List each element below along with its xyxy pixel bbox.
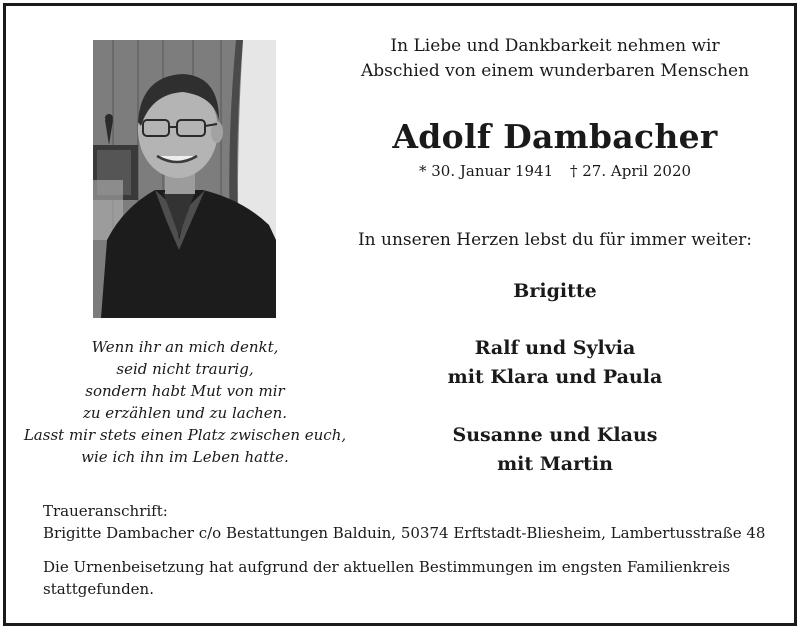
poem-line: seid nicht traurig, xyxy=(116,360,254,378)
note-line: stattgefunden. xyxy=(43,580,154,598)
birth-symbol: * xyxy=(418,162,427,180)
life-dates xyxy=(335,160,775,182)
poem xyxy=(20,336,350,468)
death-date-text: 27. April 2020 xyxy=(582,162,692,180)
death-date xyxy=(570,162,691,180)
poem-line: zu erzählen und zu lachen. xyxy=(82,404,288,422)
family-line: Susanne und Klaus xyxy=(452,424,658,446)
heart-line: In unseren Herzen lebst du für immer weiter: xyxy=(357,230,753,250)
intro-text xyxy=(335,34,775,84)
family-line: Brigitte xyxy=(513,280,597,302)
note-line: Die Urnenbeisetzung hat aufgrund der aktuellen Bestimmungen im engsten Familienkreis xyxy=(43,558,731,576)
intro-line: In Liebe und Dankbarkeit nehmen wir xyxy=(390,36,720,56)
portrait-photo xyxy=(93,40,276,318)
address-text: Brigitte Dambacher c/o Bestattungen Balduin, 50374 Erftstadt-Bliesheim, Lambertusstraße 48 xyxy=(43,524,766,542)
mourning-address xyxy=(43,500,766,544)
deceased-name: Adolf Dambacher xyxy=(392,117,718,156)
family-line: Ralf und Sylvia xyxy=(474,337,636,359)
family-line: mit Martin xyxy=(497,453,613,475)
address-label: Traueranschrift: xyxy=(43,502,168,520)
family-line: mit Klara und Paula xyxy=(447,366,663,388)
birth-date xyxy=(419,162,553,180)
death-symbol: † xyxy=(569,162,578,180)
family-group-2 xyxy=(335,334,775,392)
poem-line: Lasst mir stets einen Platz zwischen euch, xyxy=(23,426,347,444)
intro-line: Abschied von einem wunderbaren Menschen xyxy=(360,61,750,81)
burial-note xyxy=(43,556,763,600)
family-group-3 xyxy=(335,421,775,479)
family-group-1 xyxy=(335,277,775,306)
birth-date-text: 30. Januar 1941 xyxy=(431,162,554,180)
poem-line: Wenn ihr an mich denkt, xyxy=(91,338,279,356)
poem-line: wie ich ihn im Leben hatte. xyxy=(81,448,289,466)
poem-line: sondern habt Mut von mir xyxy=(85,382,285,400)
